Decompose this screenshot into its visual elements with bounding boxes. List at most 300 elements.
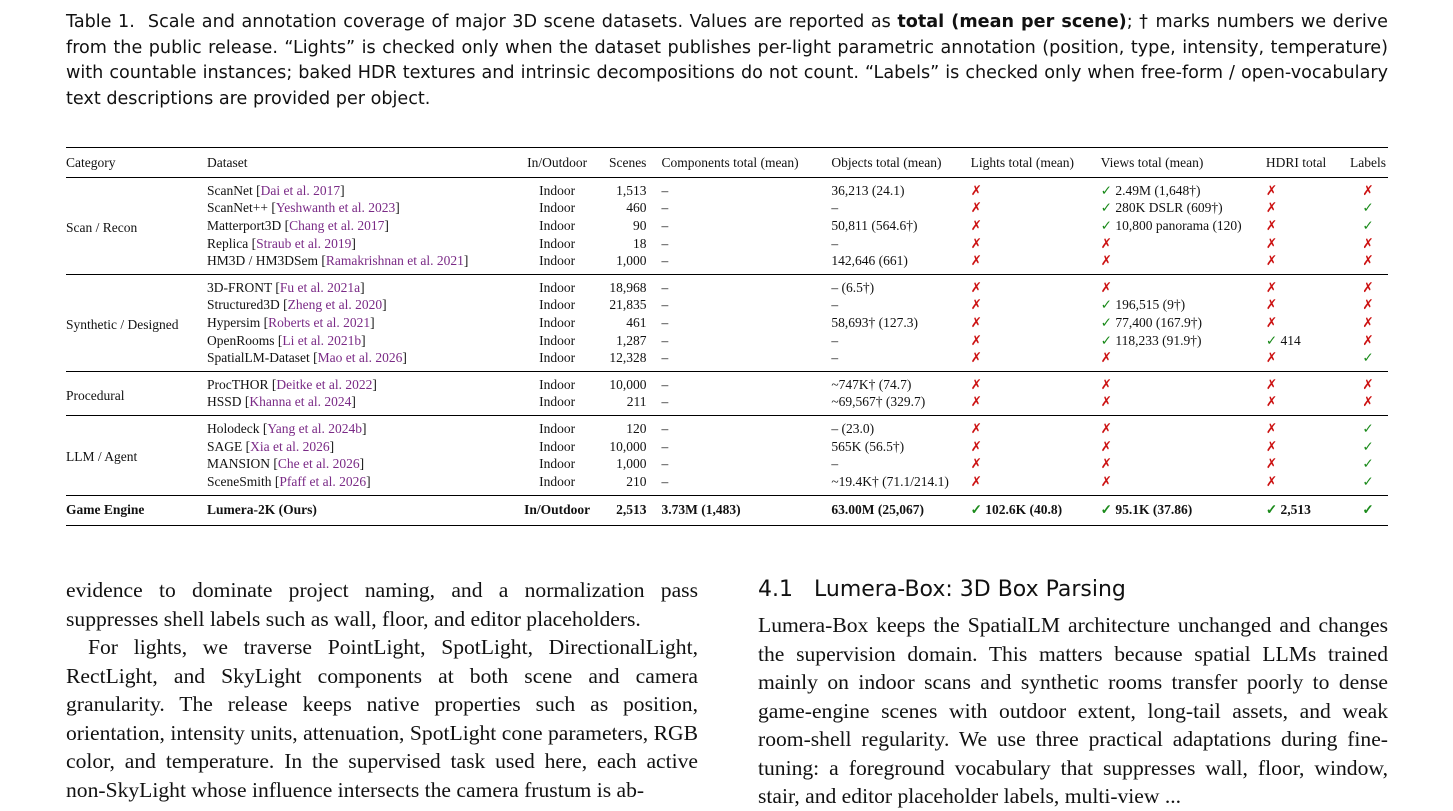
components-cell: – [661,235,669,251]
header-cell: In/Outdoor [513,148,602,178]
cross-mark: ✗ [970,350,982,366]
cross-mark: ✗ [1100,376,1112,392]
cross-mark: ✗ [970,376,982,392]
objects-cell: – [831,297,839,313]
datasets-table [66,147,1388,526]
hdri-cell [1266,416,1348,438]
section-heading [758,573,1388,607]
cross-mark: ✗ [970,456,982,472]
components-cell: – [661,376,669,392]
objects-cell: – [831,350,839,366]
table-row [66,200,1388,218]
io-cell: Indoor [539,350,576,366]
dataset-cell: SpatialLM-Dataset [Mao et al. 2026] [207,350,407,366]
cross-mark: ✗ [1265,350,1278,366]
cross-mark: ✗ [970,332,982,348]
dataset-name: OpenRooms [207,332,275,348]
objects-cell: ~747K† (74.7) [831,376,912,392]
objects-cell: – (6.5†) [831,279,875,295]
dataset-name: SceneSmith [207,473,272,489]
objects-cell: ~19.4K† (71.1/214.1) [831,473,949,489]
views-cell [1101,200,1266,218]
right-column [758,573,1388,811]
hdri-cell [1266,332,1348,350]
dataset-name: Structured3D [207,297,280,313]
labels-cell [1348,473,1388,495]
table-row [66,274,1388,296]
hdri-cell [1266,394,1348,416]
labels-cell [1348,495,1388,525]
header-cell: Objects total (mean) [831,148,970,178]
check-mark: ✓ [1100,182,1112,198]
components-cell: – [661,438,669,454]
io-cell: Indoor [539,438,576,454]
table-group [66,371,1388,415]
views-cell [1101,297,1266,315]
dataset-name: Replica [207,235,249,251]
views-value: 95.1K (37.86) [1115,502,1193,517]
cross-mark: ✗ [1265,314,1278,330]
check-mark: ✓ [1362,350,1374,366]
cross-mark: ✗ [1265,456,1278,472]
views-cell [1101,495,1266,525]
labels-cell [1348,235,1388,253]
views-cell [1101,371,1266,393]
citation-link: Khanna et al. 2024 [249,394,352,410]
lights-cell [971,416,1101,438]
components-cell: – [661,253,669,269]
cross-mark: ✗ [1362,297,1374,313]
cross-mark: ✗ [1362,376,1374,392]
io-cell: Indoor [539,314,576,330]
cross-mark: ✗ [970,394,982,410]
hdri-cell [1266,235,1348,253]
check-mark: ✓ [1100,297,1112,313]
lights-cell [971,495,1101,525]
views-value: 77,400 (167.9†) [1115,314,1202,330]
check-mark: ✓ [1100,314,1112,330]
views-value: 280K DSLR (609†) [1115,200,1223,216]
lights-cell [971,394,1101,416]
check-mark: ✓ [1100,217,1112,233]
cross-mark: ✗ [1100,253,1112,269]
lights-cell [971,438,1101,456]
cross-mark: ✗ [970,438,982,454]
category-cell: Game Engine [66,502,145,517]
check-mark: ✓ [1362,420,1374,436]
io-cell: Indoor [539,253,576,269]
hdri-cell [1266,438,1348,456]
check-mark: ✓ [970,502,982,517]
lights-value: 102.6K (40.8) [985,502,1063,517]
scenes-cell: 1,000 [616,456,647,472]
table-group [66,178,1388,275]
hdri-cell [1266,252,1348,274]
header-cell: Components total (mean) [652,148,831,178]
table-row [66,438,1388,456]
io-cell: In/Outdoor [524,502,591,517]
views-cell [1101,274,1266,296]
header-cell: Labels [1348,148,1388,178]
table-row [66,235,1388,253]
lights-cell [971,178,1101,200]
io-cell: Indoor [539,473,576,489]
lights-cell [971,371,1101,393]
lights-cell [971,200,1101,218]
cross-mark: ✗ [1100,473,1112,489]
objects-cell: 565K (56.5†) [831,438,905,454]
check-mark: ✓ [1362,438,1374,454]
citation-link: Chang et al. 2017 [289,217,385,233]
views-cell [1101,178,1266,200]
io-cell: Indoor [539,456,576,472]
dataset-cell: Matterport3D [Chang et al. 2017] [207,217,389,233]
lights-cell [971,473,1101,495]
labels-cell [1348,217,1388,235]
header-cell: Scenes [602,148,653,178]
left-paragraph-1: evidence to dominate project naming, and a normalization pass suppresses shell labels such as wall, floor, and editor placeholders. [66,578,698,631]
scenes-cell: 18 [632,235,647,251]
category-cell: Procedural [66,387,125,403]
citation-link: Li et al. 2021b [282,332,362,348]
cross-mark: ✗ [1265,182,1278,198]
labels-cell [1348,178,1388,200]
hdri-cell [1266,495,1348,525]
components-cell: – [661,420,669,436]
io-cell: Indoor [539,332,576,348]
io-cell: Indoor [539,376,576,392]
hdri-cell [1266,200,1348,218]
scenes-cell: 2,513 [616,502,647,517]
table-final-group [66,495,1388,525]
objects-cell: ~69,567† (329.7) [831,394,926,410]
scenes-cell: 10,000 [609,376,647,392]
objects-cell: – [831,235,839,251]
labels-cell [1348,455,1388,473]
hdri-value: 414 [1280,332,1301,348]
io-cell: Indoor [539,279,576,295]
dataset-cell: SceneSmith [Pfaff et al. 2026] [207,473,371,489]
components-cell: – [661,332,669,348]
lights-cell [971,274,1101,296]
table-group [66,274,1388,371]
labels-cell [1348,314,1388,332]
views-value: 10,800 panorama (120) [1115,217,1242,233]
header-cell: Category [66,148,207,178]
dataset-name: ScanNet++ [207,200,268,216]
scenes-cell: 1,000 [616,253,647,269]
objects-cell: – [831,456,839,472]
cross-mark: ✗ [1265,253,1278,269]
cross-mark: ✗ [1100,279,1112,295]
scenes-cell: 1,287 [616,332,647,348]
table-group [66,416,1388,495]
objects-cell: – [831,332,839,348]
cross-mark: ✗ [1362,314,1374,330]
scenes-cell: 10,000 [609,438,647,454]
cross-mark: ✗ [970,473,982,489]
views-cell [1101,455,1266,473]
cross-mark: ✗ [1265,438,1278,454]
components-cell: – [661,182,669,198]
citation-link: Yang et al. 2024b [267,420,363,436]
hdri-cell [1266,314,1348,332]
lights-cell [971,235,1101,253]
components-cell: – [661,314,669,330]
check-mark: ✓ [1362,502,1374,517]
dataset-cell: ProcTHOR [Deitke et al. 2022] [207,376,377,392]
objects-cell: 63.00M (25,067) [831,502,924,517]
labels-cell [1348,297,1388,315]
cross-mark: ✗ [1100,420,1112,436]
citation-link: Dai et al. 2017 [260,182,341,198]
views-cell [1101,314,1266,332]
labels-cell [1348,371,1388,393]
io-cell: Indoor [539,235,576,251]
check-mark: ✓ [1362,217,1374,233]
labels-cell [1348,274,1388,296]
cross-mark: ✗ [1362,253,1374,269]
scenes-cell: 21,835 [609,297,647,313]
hdri-cell [1266,371,1348,393]
dataset-cell: Structured3D [Zheng et al. 2020] [207,297,387,313]
citation-link: Pfaff et al. 2026 [279,473,367,489]
caption-label: Table 1. [66,12,135,32]
table-row [66,416,1388,438]
cross-mark: ✗ [970,182,982,198]
dataset-cell: HM3D / HM3DSem [Ramakrishnan et al. 2021] [207,253,469,269]
cross-mark: ✗ [1100,456,1112,472]
header-cell: Dataset [207,148,512,178]
hdri-cell [1266,473,1348,495]
caption-bold: total (mean per scene) [897,12,1127,32]
lights-cell [971,297,1101,315]
cross-mark: ✗ [1265,200,1278,216]
dataset-name: ProcTHOR [207,376,269,392]
hdri-cell [1266,217,1348,235]
components-cell: – [661,297,669,313]
views-cell [1101,235,1266,253]
cross-mark: ✗ [1362,235,1374,251]
datasets-table-wrapper [66,147,1388,526]
dataset-name: HM3D / HM3DSem [207,253,319,269]
scenes-cell: 12,328 [609,350,647,366]
dataset-cell: Holodeck [Yang et al. 2024b] [207,420,367,436]
objects-cell: 142,646 (661) [831,253,908,269]
views-cell [1101,416,1266,438]
dataset-name: Holodeck [207,420,260,436]
lights-cell [971,332,1101,350]
labels-cell [1348,438,1388,456]
check-mark: ✓ [1265,332,1278,348]
views-cell [1101,217,1266,235]
components-cell: – [661,473,669,489]
cross-mark: ✗ [1265,376,1278,392]
citation-link: Ramakrishnan et al. 2021 [325,253,464,269]
lights-cell [971,252,1101,274]
cross-mark: ✗ [1362,182,1374,198]
cross-mark: ✗ [1362,332,1374,348]
scenes-cell: 1,513 [616,182,647,198]
dataset-name: MANSION [207,456,271,472]
table-row [66,371,1388,393]
cross-mark: ✗ [970,314,982,330]
table-row-ours [66,495,1388,525]
cross-mark: ✗ [970,279,982,295]
cross-mark: ✗ [1100,235,1112,251]
objects-cell: – (23.0) [831,420,875,436]
dataset-cell: ScanNet++ [Yeshwanth et al. 2023] [207,200,400,216]
scenes-cell: 18,968 [609,279,647,295]
check-mark: ✓ [1362,200,1374,216]
views-value: 196,515 (9†) [1115,297,1186,313]
cross-mark: ✗ [970,217,982,233]
check-mark: ✓ [1100,200,1112,216]
cross-mark: ✗ [1265,279,1278,295]
left-paragraph-2: For lights, we traverse PointLight, SpotLight, DirectionalLight, RectLight, and SkyLight components at both scene and camera granularity. The release keeps native properties such as position, orientation, intensity units, attenuation, SpotLight cone parameters, RGB color, and temperature. In the supervised task used here, each active non-SkyLight whose influence intersects the camera frustum is ab- [66,635,698,802]
objects-cell: 36,213 (24.1) [831,182,905,198]
cross-mark: ✗ [1265,420,1278,436]
views-cell [1101,332,1266,350]
scenes-cell: 460 [626,200,647,216]
cross-mark: ✗ [970,420,982,436]
dataset-name: HSSD [207,394,242,410]
hdri-cell [1266,297,1348,315]
cross-mark: ✗ [970,297,982,313]
cross-mark: ✗ [1265,217,1278,233]
citation-link: Mao et al. 2026 [317,350,403,366]
citation-link: Straub et al. 2019 [256,235,352,251]
table-row [66,455,1388,473]
check-mark: ✓ [1362,456,1374,472]
category-cell: Scan / Recon [66,219,138,235]
table-row [66,349,1388,371]
cross-mark: ✗ [1265,473,1278,489]
labels-cell [1348,332,1388,350]
header-cell: HDRI total [1266,148,1348,178]
dataset-cell: HSSD [Khanna et al. 2024] [207,394,356,410]
io-cell: Indoor [539,182,576,198]
hdri-cell [1266,274,1348,296]
dataset-cell: Lumera-2K (Ours) [207,502,317,517]
lights-cell [971,314,1101,332]
labels-cell [1348,349,1388,371]
views-cell [1101,349,1266,371]
components-cell: – [661,200,669,216]
citation-link: Zheng et al. 2020 [287,297,383,313]
header-cell: Lights total (mean) [971,148,1101,178]
dataset-cell: Replica [Straub et al. 2019] [207,235,356,251]
cross-mark: ✗ [1362,279,1374,295]
check-mark: ✓ [1265,502,1278,517]
views-value: 118,233 (91.9†) [1115,332,1202,348]
category-cell: LLM / Agent [66,449,138,465]
category-cell: Synthetic / Designed [66,316,179,332]
citation-link: Che et al. 2026 [277,456,360,472]
components-cell: – [661,456,669,472]
cross-mark: ✗ [1100,350,1112,366]
table-caption [66,10,1388,113]
views-cell [1101,252,1266,274]
components-cell: 3.73M (1,483) [661,502,741,517]
cross-mark: ✗ [1362,394,1374,410]
scenes-cell: 461 [626,314,647,330]
right-paragraph-1: Lumera-Box keeps the SpatialLM architecture unchanged and changes the supervision domain. This matters because spatial LLMs trained mainly on indoor scans and synthetic rooms transfer poorly to dense game-engine scenes with outdoor extent, long-tail assets, and weak room-shell regularity. We use three practical adaptations during fine-tuning: a foreground vocabulary that suppresses wall, floor, window, stair, and editor placeholder labels, multi-view ... [758,613,1388,808]
citation-link: Fu et al. 2021a [279,279,361,295]
table-row [66,314,1388,332]
io-cell: Indoor [539,420,576,436]
dataset-name: Hypersim [207,314,261,330]
caption-text: Scale and annotation coverage of major 3D scene datasets. Values are reported as [147,12,891,32]
table-row [66,252,1388,274]
cross-mark: ✗ [970,235,982,251]
views-cell [1101,438,1266,456]
cross-mark: ✗ [1265,297,1278,313]
table-row [66,178,1388,200]
dataset-name: Matterport3D [207,217,282,233]
citation-link: Deitke et al. 2022 [276,376,373,392]
cross-mark: ✗ [970,200,982,216]
lights-cell [971,349,1101,371]
objects-cell: 50,811 (564.6†) [831,217,918,233]
dataset-name: SAGE [207,438,243,454]
labels-cell [1348,416,1388,438]
cross-mark: ✗ [1100,394,1112,410]
objects-cell: 58,693† (127.3) [831,314,918,330]
views-value: 2.49M (1,648†) [1115,182,1201,198]
table-row [66,217,1388,235]
table-header-row [66,148,1388,178]
check-mark: ✓ [1100,332,1112,348]
dataset-cell: SAGE [Xia et al. 2026] [207,438,335,454]
scenes-cell: 120 [626,420,647,436]
table-row [66,394,1388,416]
labels-cell [1348,200,1388,218]
check-mark: ✓ [1362,473,1374,489]
io-cell: Indoor [539,394,576,410]
citation-link: Yeshwanth et al. 2023 [275,200,396,216]
section-title: Lumera-Box: 3D Box Parsing [814,577,1126,602]
components-cell: – [661,279,669,295]
left-column [66,576,698,804]
table-row [66,473,1388,495]
io-cell: Indoor [539,217,576,233]
dataset-cell: 3D-FRONT [Fu et al. 2021a] [207,279,365,295]
dataset-name: SpatialLM-Dataset [207,350,310,366]
dataset-cell: ScanNet [Dai et al. 2017] [207,182,345,198]
scenes-cell: 211 [626,394,647,410]
components-cell: – [661,217,669,233]
views-cell [1101,394,1266,416]
labels-cell [1348,394,1388,416]
citation-link: Xia et al. 2026 [250,438,330,454]
cross-mark: ✗ [1265,394,1278,410]
components-cell: – [661,394,669,410]
check-mark: ✓ [1100,502,1112,517]
views-cell [1101,473,1266,495]
labels-cell [1348,252,1388,274]
hdri-value: 2,513 [1280,502,1311,517]
header-cell: Views total (mean) [1101,148,1266,178]
table-row [66,297,1388,315]
io-cell: Indoor [539,297,576,313]
scenes-cell: 210 [626,473,647,489]
cross-mark: ✗ [970,253,982,269]
hdri-cell [1266,455,1348,473]
dataset-cell: OpenRooms [Li et al. 2021b] [207,332,366,348]
hdri-cell [1266,178,1348,200]
cross-mark: ✗ [1100,438,1112,454]
